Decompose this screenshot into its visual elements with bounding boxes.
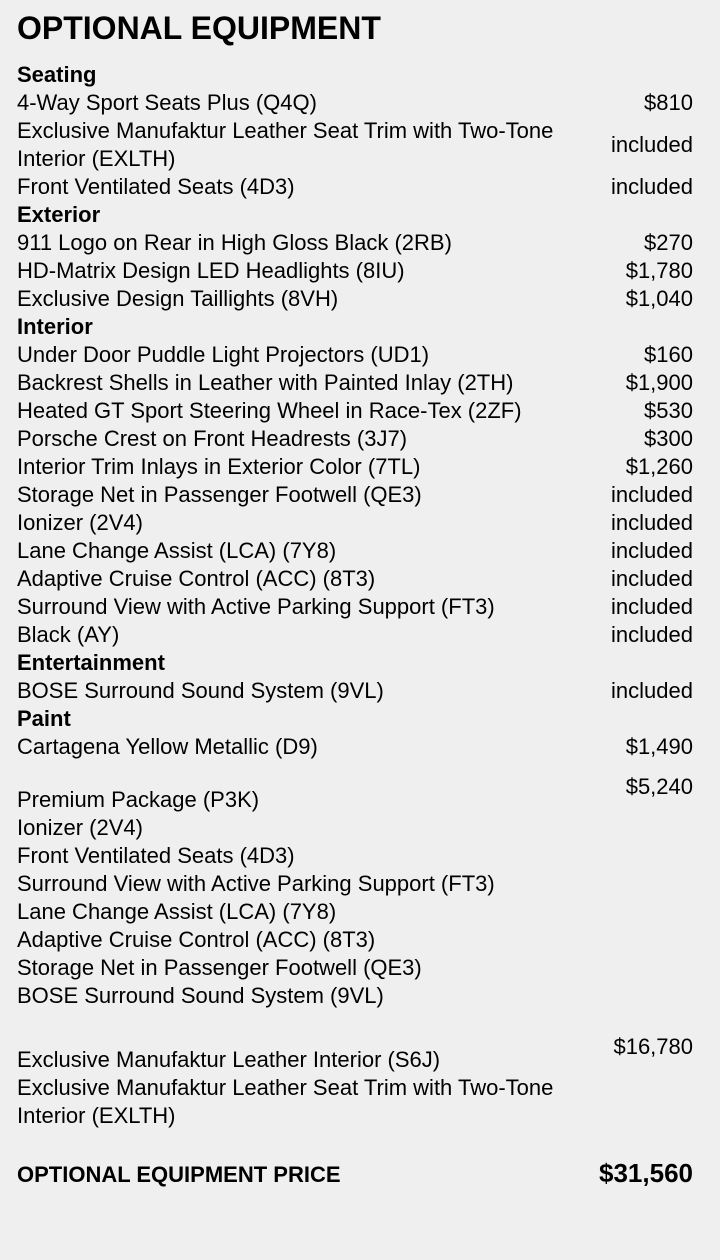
section-heading: Seating bbox=[17, 62, 97, 87]
section-heading: Entertainment bbox=[17, 650, 165, 675]
equipment-row bbox=[17, 229, 693, 257]
package-item: BOSE Surround Sound System (9VL) bbox=[17, 983, 384, 1008]
package-premium bbox=[17, 761, 693, 1010]
package-items bbox=[17, 761, 626, 1010]
package-item: Exclusive Manufaktur Leather Interior (S6J) bbox=[17, 1047, 441, 1072]
package-item: Front Ventilated Seats (4D3) bbox=[17, 843, 295, 868]
equipment-name: Adaptive Cruise Control (ACC) (8T3) bbox=[17, 566, 376, 591]
equipment-name: Heated GT Sport Steering Wheel in Race-Tex (2ZF) bbox=[17, 398, 522, 423]
equipment-row bbox=[17, 565, 693, 593]
equipment-name: Porsche Crest on Front Headrests (3J7) bbox=[17, 426, 408, 451]
section-heading: Paint bbox=[17, 706, 71, 731]
section-interior bbox=[17, 313, 693, 649]
equipment-price: included bbox=[611, 594, 693, 619]
section-exterior bbox=[17, 201, 693, 313]
equipment-price: $160 bbox=[644, 342, 693, 367]
equipment-price: $270 bbox=[644, 230, 693, 255]
equipment-row bbox=[17, 733, 693, 761]
equipment-name: 4-Way Sport Seats Plus (Q4Q) bbox=[17, 90, 317, 115]
equipment-price: $1,490 bbox=[625, 734, 693, 759]
equipment-price: included bbox=[611, 566, 693, 591]
equipment-name: BOSE Surround Sound System (9VL) bbox=[17, 678, 384, 703]
equipment-row bbox=[17, 257, 693, 285]
package-item: Premium Package (P3K) bbox=[17, 787, 260, 812]
equipment-name: Exclusive Design Taillights (8VH) bbox=[17, 286, 339, 311]
package-item: Lane Change Assist (LCA) (7Y8) bbox=[17, 899, 337, 924]
package-item: Ionizer (2V4) bbox=[17, 815, 143, 840]
equipment-row bbox=[17, 481, 693, 509]
package-price: $5,240 bbox=[625, 774, 693, 799]
equipment-price: included bbox=[611, 132, 693, 157]
equipment-price: $530 bbox=[644, 398, 693, 423]
equipment-price: $1,260 bbox=[625, 454, 693, 479]
equipment-name: Exclusive Manufaktur Leather Seat Trim with Two-Tone Interior (EXLTH) bbox=[17, 118, 554, 171]
equipment-row bbox=[17, 621, 693, 649]
equipment-row bbox=[17, 369, 693, 397]
equipment-name: Backrest Shells in Leather with Painted Inlay (2TH) bbox=[17, 370, 514, 395]
equipment-price: included bbox=[611, 622, 693, 647]
equipment-price: included bbox=[611, 538, 693, 563]
package-item: Adaptive Cruise Control (ACC) (8T3) bbox=[17, 927, 376, 952]
equipment-name: Ionizer (2V4) bbox=[17, 510, 143, 535]
equipment-price: included bbox=[611, 678, 693, 703]
equipment-name: Black (AY) bbox=[17, 622, 120, 647]
equipment-name: Front Ventilated Seats (4D3) bbox=[17, 174, 295, 199]
equipment-row bbox=[17, 89, 693, 117]
package-item: Storage Net in Passenger Footwell (QE3) bbox=[17, 955, 422, 980]
equipment-name: Cartagena Yellow Metallic (D9) bbox=[17, 734, 318, 759]
equipment-row bbox=[17, 537, 693, 565]
package-exclusive-manufaktur bbox=[17, 1021, 693, 1130]
total-label: OPTIONAL EQUIPMENT PRICE bbox=[17, 1162, 341, 1187]
equipment-name: 911 Logo on Rear in High Gloss Black (2RB) bbox=[17, 230, 452, 255]
equipment-name: Under Door Puddle Light Projectors (UD1) bbox=[17, 342, 430, 367]
section-seating bbox=[17, 61, 693, 201]
equipment-row bbox=[17, 397, 693, 425]
equipment-name: Surround View with Active Parking Support (FT3) bbox=[17, 594, 495, 619]
equipment-price: included bbox=[611, 174, 693, 199]
equipment-name: Lane Change Assist (LCA) (7Y8) bbox=[17, 538, 337, 563]
equipment-name: HD-Matrix Design LED Headlights (8IU) bbox=[17, 258, 405, 283]
section-entertainment bbox=[17, 649, 693, 705]
equipment-row bbox=[17, 453, 693, 481]
total-row bbox=[17, 1158, 693, 1190]
equipment-price: $810 bbox=[644, 90, 693, 115]
package-item: Surround View with Active Parking Support (FT3) bbox=[17, 871, 495, 896]
equipment-price: $1,040 bbox=[625, 286, 693, 311]
equipment-row bbox=[17, 677, 693, 705]
package-items bbox=[17, 1021, 613, 1130]
equipment-price: $300 bbox=[644, 426, 693, 451]
page-title: OPTIONAL EQUIPMENT bbox=[17, 10, 381, 46]
equipment-row bbox=[17, 341, 693, 369]
equipment-row bbox=[17, 285, 693, 313]
equipment-price: $1,780 bbox=[625, 258, 693, 283]
total-price: $31,560 bbox=[599, 1158, 693, 1188]
section-paint bbox=[17, 705, 693, 761]
equipment-name: Storage Net in Passenger Footwell (QE3) bbox=[17, 482, 422, 507]
equipment-price: included bbox=[611, 482, 693, 507]
equipment-row bbox=[17, 117, 693, 173]
equipment-name: Interior Trim Inlays in Exterior Color (7TL) bbox=[17, 454, 421, 479]
equipment-row bbox=[17, 173, 693, 201]
equipment-row bbox=[17, 425, 693, 453]
section-heading: Exterior bbox=[17, 202, 101, 227]
equipment-row bbox=[17, 593, 693, 621]
section-heading: Interior bbox=[17, 314, 93, 339]
equipment-price: included bbox=[611, 510, 693, 535]
equipment-row bbox=[17, 509, 693, 537]
equipment-price: $1,900 bbox=[625, 370, 693, 395]
package-price: $16,780 bbox=[613, 1034, 693, 1059]
package-item: Exclusive Manufaktur Leather Seat Trim with Two-Tone Interior (EXLTH) bbox=[17, 1075, 554, 1128]
